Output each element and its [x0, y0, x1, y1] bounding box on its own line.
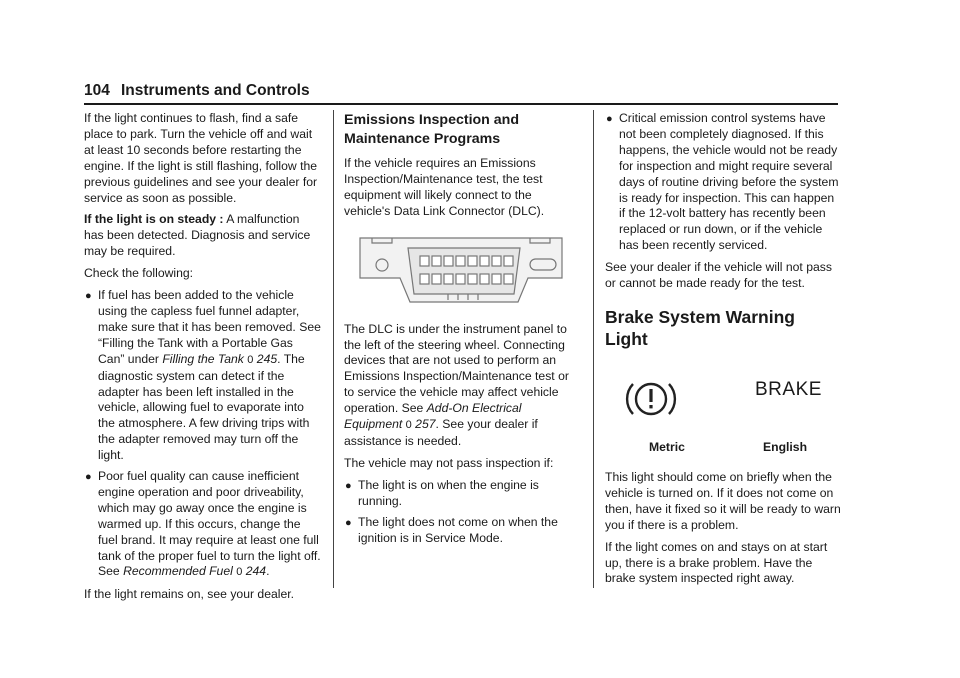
brake-warning-icon — [623, 376, 679, 422]
paragraph-may-not-pass: The vehicle may not pass inspection if: — [344, 455, 554, 470]
paragraph-brake-briefly: This light should come on briefly when the vehicle is turned on. If it does not come on then, have it fixed so it will be ready to warn you if there is a problem. — [605, 469, 841, 532]
list-item-text: Poor fuel quality can cause inefficient engine operation and poor driveability, which may go away once the engine is warmed up. If this occurs, change the fuel brand. It may require at least one full tank of the proper fuel to turn the light off. See — [98, 469, 321, 579]
list-item — [344, 515, 580, 547]
label-english: English — [763, 439, 808, 454]
brake-heading: Brake System Warning Light — [605, 306, 795, 349]
column-1 — [84, 111, 322, 609]
page-ref-arrow-icon: 0 — [405, 419, 412, 432]
list-item-text: . — [266, 564, 270, 579]
paragraph-steady — [84, 212, 322, 260]
xref-recommended-fuel[interactable]: Recommended Fuel — [123, 564, 233, 579]
paragraph-see-dealer: See your dealer if the vehicle will not pass or cannot be made ready for the test. — [605, 260, 832, 291]
steady-text: A malfunction has been detected. Diagnosis and service may be required. — [84, 212, 311, 259]
paragraph-flash: If the light continues to flash, find a safe place to park. Turn the vehicle off and wait at least 10 seconds before restarting the engine. If the light is still flashing, follow the previous guidelines and see your dealer for service as soon as possible. — [84, 111, 318, 205]
bullet-icon: ● — [85, 290, 92, 303]
dlc-text: . See your dealer if assistance is needed. — [344, 417, 538, 448]
bullet-icon: ● — [345, 516, 352, 529]
column-3 — [605, 111, 841, 593]
paragraph-check: Check the following: — [84, 266, 194, 281]
header-rule — [84, 103, 838, 105]
bullet-icon: ● — [345, 479, 352, 492]
paragraph-dlc-location — [344, 322, 580, 450]
inspection-list — [344, 478, 580, 547]
column-divider-1 — [333, 110, 334, 588]
page-ref[interactable]: 244 — [245, 564, 267, 579]
list-item-text: The light is on when the engine is running. — [358, 477, 539, 508]
emissions-heading: Emissions Inspection and Maintenance Programs — [344, 112, 520, 147]
xref-add-on-electrical[interactable]: Add-On Electrical Equipment — [344, 401, 522, 432]
list-item-text: . The diagnostic system can detect if the adapter has been left installed in the vehicle, allowing fuel to evaporate into the atmosphere. A few driving trips with the adapter removed may turn off the light. — [98, 351, 310, 463]
steady-label: If the light is on steady : — [84, 212, 224, 227]
list-item — [344, 478, 580, 510]
xref-filling-the-tank[interactable]: Filling the Tank — [162, 351, 244, 366]
dlc-text: The DLC is under the instrument panel to the left of the steering wheel. Connecting devices that are not used to perform an Emissions Inspection/Maintenance test or to service the vehicle may affect vehicle operation. See — [344, 321, 569, 416]
bullet-icon: ● — [85, 471, 92, 484]
list-item — [84, 288, 322, 464]
bullet-icon: ● — [606, 113, 613, 125]
list-item — [84, 469, 322, 581]
page-ref-arrow-icon: 0 — [236, 566, 243, 579]
label-metric: Metric — [649, 439, 685, 454]
brake-icons — [605, 360, 841, 470]
inspection-list-continued — [605, 111, 841, 254]
paragraph-emissions: If the vehicle requires an Emissions Inspection/Maintenance test, the test equipment will likely connect to the vehicle's Data Link Connector (DLC). — [344, 156, 545, 218]
list-item — [605, 111, 841, 254]
page-ref[interactable]: 257 — [415, 417, 436, 432]
section-title: Instruments and Controls — [121, 82, 310, 99]
column-2 — [344, 111, 580, 552]
dlc-connector-icon — [358, 234, 570, 306]
column-divider-2 — [593, 110, 594, 588]
page-number: 104 — [84, 82, 110, 99]
check-list — [84, 288, 322, 581]
page-ref[interactable]: 245 — [256, 351, 278, 366]
list-item-text: The light does not come on when the ignition is in Service Mode. — [358, 514, 558, 545]
list-item-text: If fuel has been added to the vehicle using the capless fuel funnel adapter, make sure that it has been removed. See “Filling the Tank with a Portable Gas Can” under — [98, 288, 321, 366]
paragraph-remains-on: If the light remains on, see your dealer. — [84, 587, 295, 602]
list-item-text: Critical emission control systems have not been completely diagnosed. If this happens, the vehicle would not be ready for inspection and might require several days of routine driving before the system is ready for inspection. This can happen if the 12-volt battery has recently been replaced or run down, or if the vehicle has been recently serviced. — [619, 111, 839, 253]
brake-text-icon: BRAKE — [755, 378, 822, 400]
paragraph-brake-stays-on: If the light comes on and stays on at start up, there is a brake problem. Have the brake system inspected right away. — [605, 539, 828, 586]
page-ref-arrow-icon: 0 — [247, 353, 254, 366]
